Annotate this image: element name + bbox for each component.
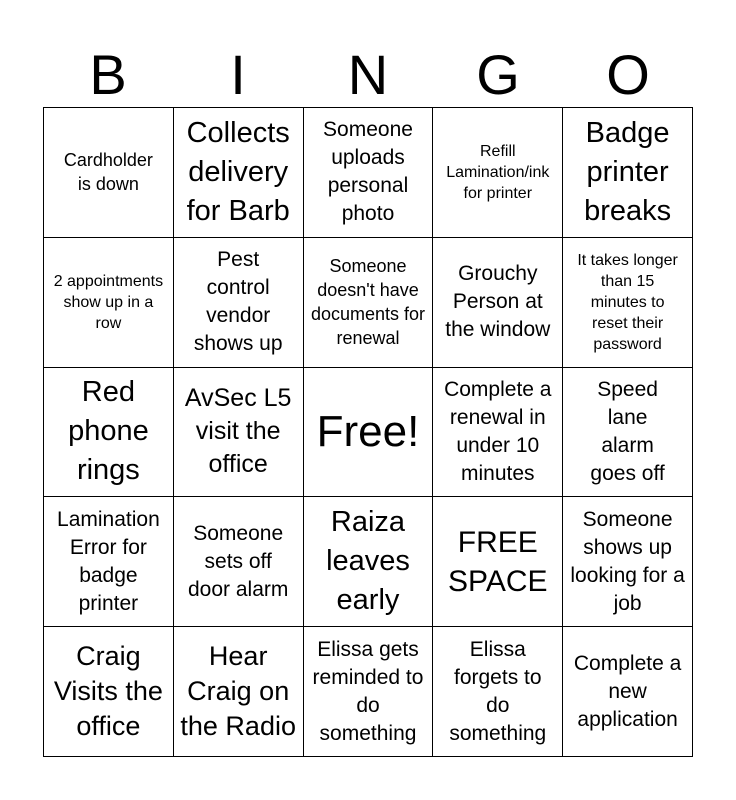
bingo-cell[interactable] bbox=[563, 238, 693, 368]
cell-text: Lamination Error for badge printer bbox=[57, 507, 160, 615]
bingo-cell[interactable] bbox=[174, 497, 304, 627]
cell-text: Free! bbox=[316, 406, 420, 456]
bingo-cell[interactable] bbox=[304, 497, 434, 627]
bingo-cell[interactable] bbox=[44, 497, 174, 627]
header-letter-b: B bbox=[89, 43, 127, 106]
bingo-cell[interactable] bbox=[44, 108, 174, 238]
header-letter-i: I bbox=[230, 43, 246, 106]
bingo-cell[interactable] bbox=[304, 108, 434, 238]
cell-text: Someone shows up looking for a job bbox=[570, 507, 685, 615]
bingo-cell[interactable] bbox=[433, 238, 563, 368]
cell-text: AvSec L5 visit the office bbox=[184, 384, 292, 479]
cell-text: Complete a new application bbox=[573, 651, 682, 731]
header-letter-g: G bbox=[476, 43, 520, 106]
cell-text: Complete a renewal in under 10 minutes bbox=[444, 377, 552, 485]
bingo-cell[interactable] bbox=[563, 497, 693, 627]
bingo-cell[interactable] bbox=[44, 238, 174, 368]
bingo-cell[interactable] bbox=[174, 108, 304, 238]
bingo-cell[interactable] bbox=[304, 627, 434, 757]
cell-text: It takes longer than 15 minutes to reset their password bbox=[577, 251, 678, 353]
bingo-cell[interactable] bbox=[433, 627, 563, 757]
cell-text: Hear Craig on the Radio bbox=[180, 641, 296, 742]
bingo-cell[interactable] bbox=[304, 368, 434, 498]
bingo-cell[interactable] bbox=[433, 497, 563, 627]
cell-text: Craig Visits the office bbox=[53, 641, 163, 742]
cell-text: Badge printer breaks bbox=[584, 116, 672, 227]
cell-text: Refill Lamination/ink for printer bbox=[446, 142, 550, 202]
bingo-cell[interactable] bbox=[174, 627, 304, 757]
bingo-cell[interactable] bbox=[304, 238, 434, 368]
bingo-cell[interactable] bbox=[563, 108, 693, 238]
bingo-cell[interactable] bbox=[44, 627, 174, 757]
bingo-cell[interactable] bbox=[44, 368, 174, 498]
cell-text: Grouchy Person at the window bbox=[445, 262, 551, 342]
cell-text: Someone sets off door alarm bbox=[187, 521, 289, 601]
cell-text: Red phone rings bbox=[68, 376, 149, 487]
cell-text: 2 appointments show up in a row bbox=[53, 272, 164, 332]
bingo-grid bbox=[43, 107, 693, 757]
cell-text: Speed lane alarm goes off bbox=[590, 377, 665, 485]
cell-text: Pest control vendor shows up bbox=[193, 248, 283, 356]
cell-text: Elissa gets reminded to do something bbox=[312, 637, 424, 745]
bingo-cell[interactable] bbox=[174, 368, 304, 498]
bingo-cell[interactable] bbox=[563, 368, 693, 498]
cell-text: Cardholder is down bbox=[63, 150, 153, 195]
bingo-cell[interactable] bbox=[563, 627, 693, 757]
cell-text: Collects delivery for Barb bbox=[186, 116, 290, 227]
bingo-header bbox=[43, 42, 693, 108]
cell-text: Raiza leaves early bbox=[326, 506, 410, 617]
header-letter-o: O bbox=[606, 43, 650, 106]
cell-text: FREE SPACE bbox=[448, 525, 548, 598]
bingo-cell[interactable] bbox=[433, 108, 563, 238]
cell-text: Elissa forgets to do something bbox=[449, 637, 547, 745]
header-letter-n: N bbox=[347, 43, 389, 106]
bingo-cell[interactable] bbox=[174, 238, 304, 368]
cell-text: Someone doesn't have documents for renewal bbox=[310, 256, 426, 349]
bingo-cell[interactable] bbox=[433, 368, 563, 498]
cell-text: Someone uploads personal photo bbox=[323, 118, 413, 226]
